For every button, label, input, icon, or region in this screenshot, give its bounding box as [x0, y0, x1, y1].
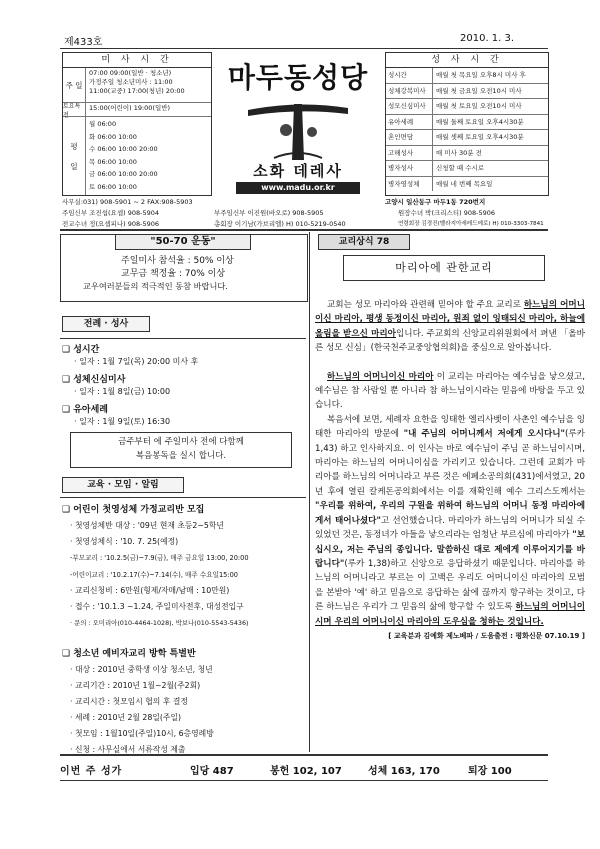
mass-weekday-label: 평 일 — [63, 117, 86, 195]
article-paragraph: 복음서에 보면, 세례자 요한을 잉태한 엘리사벳이 사촌인 예수님을 잉태한 마리아의 방문에 "내 주님의 어머니께서 저에게 오시다니"(루카 1,43) 하고 인사하지요. 이 인사는 바로 예수님이 주님 곧 하느님이시며, 마리아는 하느님의 어머니이심을 가리키고 있습니다. 그런데 교회가 마리아를 하느님의 어머니라고 부른 것은 에페소공의회(431)에서였고, 20년 후에 열린 칼케돈공의회에서는 이를 재확인해 예수 그리스도께서는 "우리를 위하여, 우리의 구원을 위하여 하느님의 어머니 동정 마리아에게서 태어나셨다"고 선언했습니다. 마리아가 하느님의 어머니가 되실 수 있었던 것은, 동정녀가 아들을 낳으리라는 엄청난 부르심에 마리아가 "보십시오, 저는 주님의 종입니다. 말씀하신 대로 제에게 이루어지기를 바랍니다"(루카 1,38)하고 신앙으로 응답하셨기 때문입니다. 마리아를 하느님의 어머니라고 부르는 이 고백은 우리도 어머니이신 마리아의 모범을 본받아 '예' 하고 믿음으로 응답하는 삶에 끊까지 항구하는 것이고, 다른 하느님은 우리가 그 믿음의 삶에 항구할 수 있도록 하느님의 어머니이시며 우리의 어머니이신 마리아의 도우심을 청하는 것입니다. — [315, 414, 586, 627]
sacrament-row: 성체강복미사 매월 첫 금요일 오전10시 미사 — [386, 84, 548, 100]
mass-weekday-line: 화 06:00 10:00 — [89, 132, 137, 141]
parish-patron: 소화 데레사 — [253, 162, 343, 180]
contact-funeral: 연령회장 김경진(벨라지아세레드메로) H) 010-3303-7841 — [398, 221, 544, 227]
checkbox-icon: ❑ — [62, 405, 71, 415]
detail-line: · 대상 : 2010년 중학생 이상 청소년, 청년 — [70, 665, 213, 674]
campaign-line: 주일미사 참석율 : 50% 이상 — [121, 256, 234, 266]
sacrament-row: 유아세례 매월 둘째 토요일 오후4시30분 — [386, 115, 548, 131]
mass-sunday-label: 주 일 — [63, 68, 86, 102]
detail-line: · 교리신청비 : 6만원(형제/자매/남매 : 10만원) — [70, 585, 230, 595]
gospel-notice-line: 복음봉독을 실시 합니다. — [135, 451, 227, 461]
mass-schedule — [62, 52, 212, 196]
detail-line: · 첫영성체반 대상 : '09년 현재 초등2~5학년 — [70, 521, 224, 530]
mass-weekday-line: 토 06:00 10:00 — [89, 182, 137, 191]
campaign-line: 교무금 책정율 : 70% 이상 — [121, 269, 226, 279]
mass-weekday-line: 수 06:00 10:00 20:00 — [89, 145, 158, 153]
mass-sunday-line: 07:00 09:00(일반 · 청소년) — [89, 69, 172, 77]
mass-saturday-line: 15:00(어린이) 19:00(일반) — [89, 104, 171, 112]
youth-catechism-title: ❑ 청소년 예비자교리 방학 특별반 — [62, 649, 196, 659]
contact-sister: 원장수녀 박(크리스티) 908-5906 — [398, 209, 496, 217]
detail-line: · 접수 : '10.1.3 ~1.24, 주일미사전후, 대성전입구 — [70, 602, 244, 612]
gospel-notice-line: 금주부터 에 주일미사 전에 다함께 — [118, 437, 244, 447]
article-tag: 교리상식 78 — [318, 234, 410, 250]
issue-number: 제433호 — [64, 37, 103, 48]
liturgy-section-head: 전례 · 성사 — [62, 316, 150, 332]
gospel-notice — [70, 432, 292, 468]
liturgy-item-title: ❑ 유아세례 — [62, 405, 108, 415]
hymn-communion: 성체 163, 170 — [368, 766, 440, 777]
hymn-bar — [60, 762, 548, 777]
detail-line: -부모교리 : '10.2.5(금)~7.9(금), 매주 금요일 13:00, 20:00 — [70, 554, 249, 563]
article-paragraph: 하느님의 어머니이신 마리아 이 교리는 마리아는 예수님을 낳으셨고, 예수님은 참 사람일 뿐 아니라 참 하느님이시라는 믿음에 바탕을 두고 있습니다. — [315, 371, 585, 411]
article-title: 마리아에 관한교리 — [343, 255, 545, 281]
checkbox-icon: ❑ — [62, 505, 71, 515]
sacrament-schedule — [385, 52, 549, 196]
liturgy-item-detail: · 일자 : 1월 7일(목) 20:00 미사 후 — [74, 357, 199, 366]
cross-logo-icon — [214, 92, 382, 162]
article-body — [315, 298, 585, 643]
masthead — [214, 52, 382, 194]
detail-line: · 문의 : 오미리아(010-4464-1028), 박보나(010-5543-5436) — [70, 619, 249, 628]
first-communion-title: ❑ 어린이 첫영성체 가정교리반 모집 — [62, 505, 205, 515]
sacrament-schedule-title: 성 사 시 간 — [386, 53, 548, 68]
contact-council: 총회장 이기남(가브리엘) H) 010-5219-0540 — [214, 220, 346, 228]
contact-mission-sister: 전교수녀 정(요셉피나) 908-5906 — [62, 220, 160, 228]
mass-saturday-label: 토요특전 — [63, 103, 86, 116]
mass-sunday-line: 11:00(교중) 17:00(청년) 20:00 — [89, 87, 185, 95]
article-source: [ 교육분과 김예화 제노베파 / 도움출전 : 평화신문 07.10.19 ] — [388, 631, 585, 640]
hymn-entrance: 입당 487 — [190, 766, 234, 777]
contact-assistant: 부주임신부 이진원(바오로) 908-5905 — [214, 209, 324, 217]
education-section-head: 교육 · 모임 · 알림 — [62, 477, 184, 493]
campaign-note: 교우여러분들의 적극적인 동참 바랍니다. — [83, 281, 228, 291]
hymn-label: 이번 주 성가 — [60, 766, 123, 777]
liturgy-item-title: ❑ 성시간 — [62, 345, 100, 355]
detail-line: · 교리시간 : 첫모임시 협의 후 결정 — [70, 697, 188, 706]
first-communion-details — [70, 518, 310, 631]
sacrament-row: 고해성사 매 미사 30분 전 — [386, 146, 548, 162]
mass-sunday-line: 가정주일 청소년미사 : 11:00 — [89, 78, 173, 86]
campaign-box — [60, 234, 308, 302]
sacrament-row: 성모신심미사 매월 첫 토요일 오전10시 미사 — [386, 99, 548, 115]
detail-line: · 첫영성체식 : '10. 7. 25(예정) — [70, 537, 179, 547]
liturgy-item-detail: · 일자 : 1월 8일(금) 10:00 — [74, 387, 171, 396]
contact-pastor: 주임신부 조진섭(요셉) 908-5904 — [62, 209, 160, 217]
hymn-offertory: 봉헌 102, 107 — [270, 766, 342, 777]
mass-weekday-line: 월 06:00 — [89, 120, 117, 128]
mass-weekday-line: 금 06:00 10:00 20:00 — [89, 170, 158, 178]
mass-schedule-title: 미 사 시 간 — [63, 53, 211, 68]
sacrament-row: 혼인면담 매월 셋째 토요일 오후4시30분 — [386, 130, 548, 146]
detail-line: · 신청 : 사무실에서 서류작성 제출 — [70, 745, 186, 754]
parish-address: 고양시 일산동구 마두1동 720번지 — [385, 198, 486, 206]
sacrament-row: 병자성사 신청할 때 수시로 — [386, 161, 548, 177]
checkbox-icon: ❑ — [62, 649, 71, 659]
hymn-recession: 퇴장 100 — [468, 766, 512, 777]
mass-weekday-line: 목 06:00 10:00 — [89, 157, 137, 166]
liturgy-item-title: ❑ 성체신심미사 — [62, 375, 126, 385]
website-url[interactable]: www.madu.or.kr — [236, 182, 360, 194]
parish-name: 마두동성당 — [227, 61, 369, 94]
detail-line: · 교리기간 : 2010년 1월~2월(주2회) — [70, 681, 201, 690]
issue-date: 2010. 1. 3. — [460, 33, 515, 44]
youth-catechism-details — [70, 662, 214, 758]
checkbox-icon: ❑ — [62, 375, 71, 385]
campaign-title: "50-70 운동" — [115, 234, 251, 250]
detail-line: -어린이교리 : '10.2.17(수)~7.14(수), 매주 수요일15:00 — [70, 570, 238, 579]
office-phone: 사무실:031) 908-5901 ~ 2 FAX:908-5903 — [62, 198, 193, 206]
liturgy-item-detail: · 일자 : 1월 9일(토) 16:30 — [74, 417, 171, 426]
detail-line: · 세례 : 2010년 2월 28일(주일) — [70, 713, 182, 722]
sacrament-row: 병자영성체 매월 네 번째 목요일 — [386, 177, 548, 192]
sacrament-row: 성시간 매월 첫 목요일 오후8시 미사 후 — [386, 68, 548, 84]
checkbox-icon: ❑ — [62, 345, 71, 355]
article-paragraph: 교회는 성모 마리아와 관련해 믿어야 할 주요 교리로 하느님의 어머니이신 마리아, 평생 동정이신 마리아, 원죄 없이 잉태되신 마리아, 하늘에 올림을 받으신 마리아입니다. 주교회의 신앙교리위원회에서 펴낸 「올바른 성모 신심」(한국천주교중앙협의회)을 중심으로 알아봅니다. — [315, 300, 585, 354]
detail-line: · 첫모임 : 1월10일(주일)10시, 6층영례방 — [70, 729, 214, 738]
